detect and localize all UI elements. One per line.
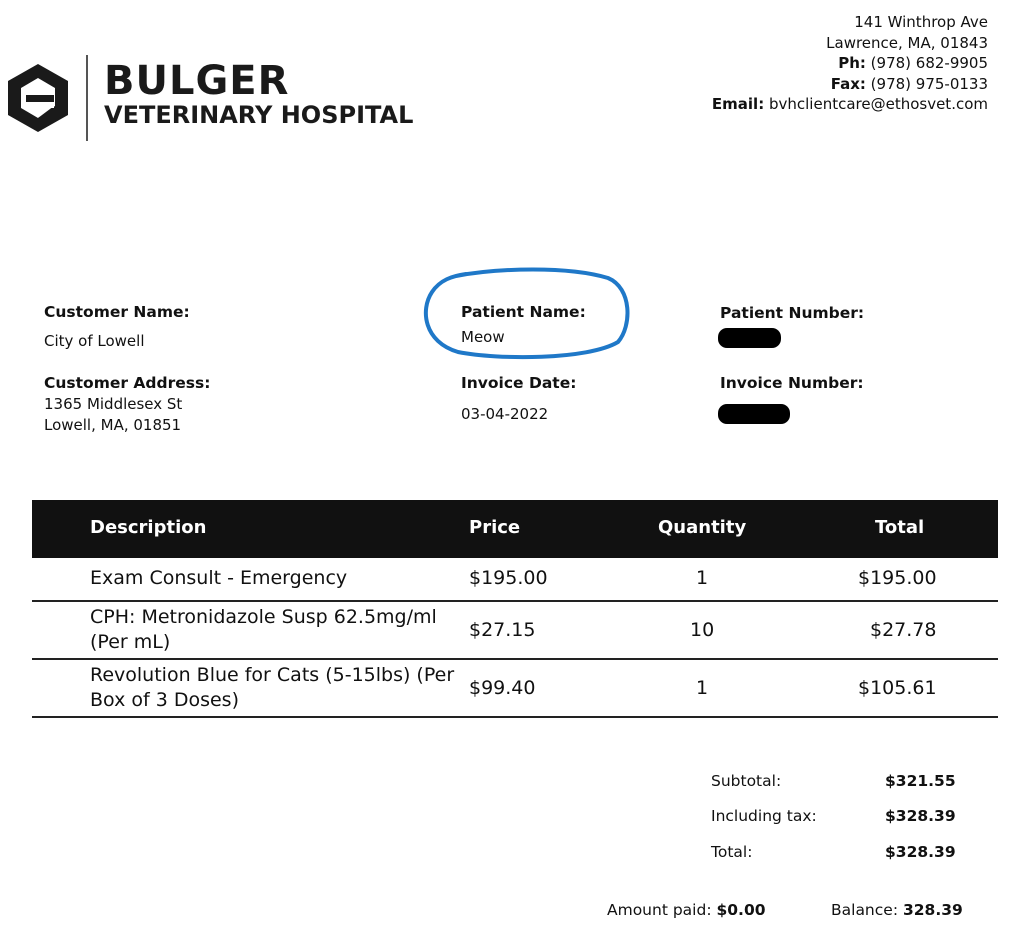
table-header xyxy=(32,500,998,558)
invoice-date: 03-04-2022 xyxy=(461,405,549,423)
balance xyxy=(831,901,963,919)
address-fax xyxy=(712,74,988,95)
patient-number-label: Patient Number: xyxy=(720,304,865,322)
patient-name: Meow xyxy=(461,328,505,346)
customer-name-label: Customer Name: xyxy=(44,303,190,321)
logo-divider xyxy=(86,55,88,141)
header-description: Description xyxy=(90,517,207,538)
row-description-line1: CPH: Metronidazole Susp 62.5mg/ml xyxy=(90,606,437,628)
hospital-address xyxy=(712,12,988,115)
invoice-number-label: Invoice Number: xyxy=(720,374,864,392)
row-price: $195.00 xyxy=(469,567,548,589)
row-price: $99.40 xyxy=(469,677,536,699)
header-quantity: Quantity xyxy=(658,517,747,538)
row-total: $195.00 xyxy=(858,567,937,589)
address-city: Lawrence, MA, 01843 xyxy=(826,33,988,52)
hospital-logo-icon xyxy=(4,62,72,134)
total-value: $328.39 xyxy=(885,843,956,861)
fax-label: Fax: xyxy=(830,74,866,93)
address-street: 141 Winthrop Ave xyxy=(854,13,988,31)
brand-name: BULGER xyxy=(104,58,290,104)
header-price: Price xyxy=(469,517,521,538)
row-description-line2: (Per mL) xyxy=(90,631,171,653)
row-total: $27.78 xyxy=(870,619,937,641)
email-value[interactable]: bvhclientcare@ethosvet.com xyxy=(768,95,988,113)
amount-paid-value: $0.00 xyxy=(716,901,766,919)
fax-value: (978) 975-0133 xyxy=(870,74,988,93)
address-phone xyxy=(712,53,988,74)
row-description: Exam Consult - Emergency xyxy=(90,567,348,589)
row-quantity: 10 xyxy=(690,619,715,641)
tax-label: Including tax: xyxy=(711,807,817,825)
table-row xyxy=(32,660,998,718)
customer-address-line2: Lowell, MA, 01851 xyxy=(44,416,182,434)
customer-name: City of Lowell xyxy=(44,332,145,350)
phone-value: (978) 682-9905 xyxy=(870,54,988,72)
row-quantity: 1 xyxy=(696,567,709,589)
row-price: $27.15 xyxy=(469,619,536,641)
row-total: $105.61 xyxy=(858,677,937,699)
patient-name-label: Patient Name: xyxy=(461,303,586,321)
row-description xyxy=(90,663,454,713)
brand-subtitle: VETERINARY HOSPITAL xyxy=(104,101,414,129)
row-description xyxy=(90,605,437,655)
customer-address-label: Customer Address: xyxy=(44,374,211,392)
invoice-number-redacted xyxy=(718,404,790,424)
total-label: Total: xyxy=(711,843,753,861)
amount-paid-label: Amount paid: xyxy=(607,901,712,919)
row-quantity: 1 xyxy=(696,677,709,699)
tax-value: $328.39 xyxy=(885,807,956,825)
invoice-table xyxy=(32,500,998,718)
row-description-line1: Revolution Blue for Cats (5-15lbs) (Per xyxy=(90,664,455,686)
amount-paid xyxy=(607,901,766,919)
patient-number-redacted xyxy=(718,328,781,348)
balance-label: Balance: xyxy=(831,901,899,919)
subtotal-label: Subtotal: xyxy=(711,772,782,790)
phone-label: Ph: xyxy=(838,54,866,72)
table-row xyxy=(32,558,998,602)
email-label: Email: xyxy=(711,95,765,113)
subtotal-value: $321.55 xyxy=(885,772,956,790)
invoice-date-label: Invoice Date: xyxy=(461,374,577,392)
header-total: Total xyxy=(875,517,925,538)
customer-address-line1: 1365 Middlesex St xyxy=(44,395,183,413)
row-description-line2: Box of 3 Doses) xyxy=(90,689,239,711)
address-email xyxy=(712,94,988,115)
table-row xyxy=(32,602,998,660)
balance-value: 328.39 xyxy=(902,901,963,919)
